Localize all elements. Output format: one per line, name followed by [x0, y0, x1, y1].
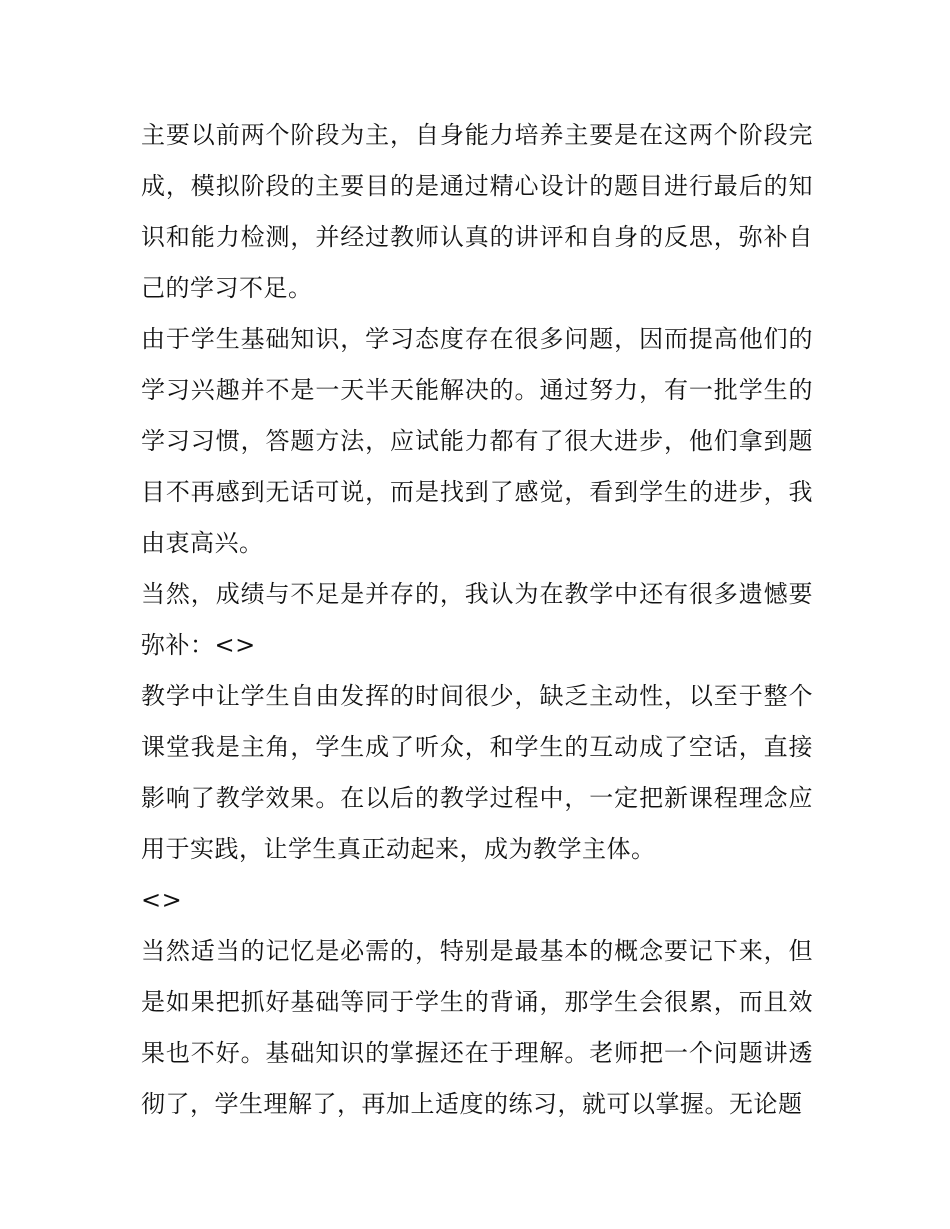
paragraph-3: 当然，成绩与不足是并存的，我认为在教学中还有很多遗憾要弥补：<> [141, 580, 813, 659]
document-body [141, 110, 813, 1130]
paragraph-4: 教学中让学生自由发挥的时间很少，缺乏主动性，以至于整个课堂我是主角，学生成了听众，和学生的互动成了空话，直接影响了教学效果。在以后的教学过程中，一定把新课程理念应用于实践，让学生真正动起来，成为教学主体。 [141, 682, 813, 863]
paragraph-6: 当然适当的记忆是必需的，特别是最基本的概念要记下来，但是如果把抓好基础等同于学生的背诵，那学生会很累，而且效果也不好。基础知识的掌握还在于理解。老师把一个问题讲透彻了，学生理解了，再加上适度的练习，就可以掌握。无论题 [141, 937, 813, 1118]
paragraph-5: <> [141, 886, 183, 914]
paragraph-2: 由于学生基础知识，学习态度存在很多问题，因而提高他们的学习兴趣并不是一天半天能解决的。通过努力，有一批学生的学习习惯，答题方法，应试能力都有了很大进步，他们拿到题目不再感到无话可说，而是找到了感觉，看到学生的进步，我由衷高兴。 [141, 325, 813, 557]
paragraph-1: 主要以前两个阶段为主，自身能力培养主要是在这两个阶段完成，模拟阶段的主要目的是通过精心设计的题目进行最后的知识和能力检测，并经过教师认真的讲评和自身的反思，弥补自己的学习不足。 [141, 121, 813, 302]
